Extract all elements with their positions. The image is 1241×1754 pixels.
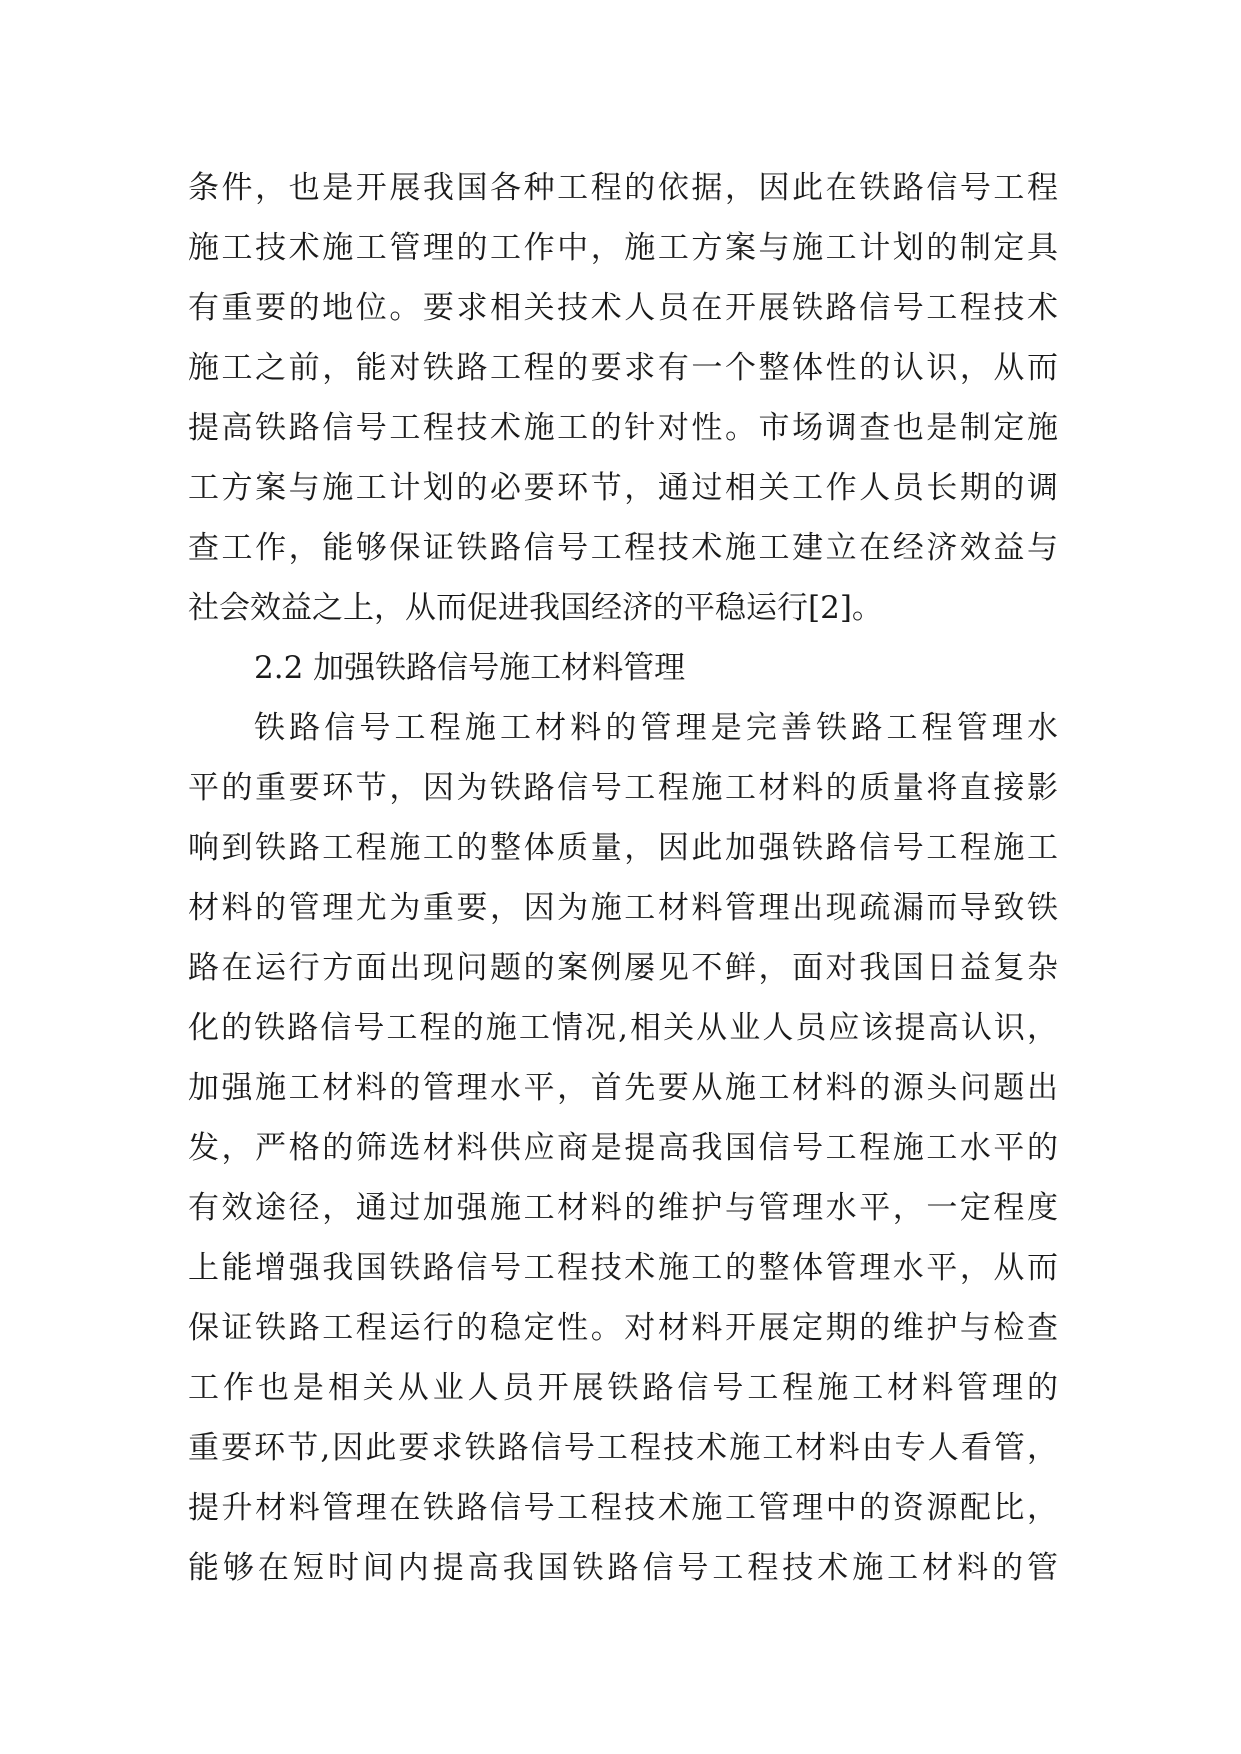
- paragraph-line: 有效途径，通过加强施工材料的维护与管理水平，一定程度: [188, 1190, 1058, 1226]
- paragraph-2: [188, 698, 1058, 1598]
- paragraph-line: 工方案与施工计划的必要环节，通过相关工作人员长期的调: [188, 470, 1058, 506]
- paragraph-line: 有重要的地位。要求相关技术人员在开展铁路信号工程技术: [188, 290, 1058, 326]
- body-text: [188, 158, 1058, 1598]
- paragraph-line: 保证铁路工程运行的稳定性。对材料开展定期的维护与检查: [188, 1310, 1058, 1346]
- paragraph-line: 材料的管理尤为重要，因为施工材料管理出现疏漏而导致铁: [188, 890, 1058, 926]
- paragraph-line: 查工作，能够保证铁路信号工程技术施工建立在经济效益与: [188, 530, 1058, 566]
- paragraph-line: 响到铁路工程施工的整体质量，因此加强铁路信号工程施工: [188, 830, 1058, 866]
- paragraph-line: 发，严格的筛选材料供应商是提高我国信号工程施工水平的: [188, 1130, 1058, 1166]
- paragraph-line: 路在运行方面出现问题的案例屡见不鲜，面对我国日益复杂: [188, 950, 1058, 986]
- paragraph-line: 铁路信号工程施工材料的管理是完善铁路工程管理水: [254, 710, 1058, 746]
- paragraph-line: 工作也是相关从业人员开展铁路信号工程施工材料管理的: [188, 1370, 1058, 1406]
- paragraph-line: 施工之前，能对铁路工程的要求有一个整体性的认识，从而: [188, 350, 1058, 386]
- section-heading: 2.2 加强铁路信号施工材料管理: [254, 650, 686, 686]
- paragraph-line: 加强施工材料的管理水平，首先要从施工材料的源头问题出: [188, 1070, 1058, 1106]
- paragraph-line: 提高铁路信号工程技术施工的针对性。市场调查也是制定施: [188, 410, 1058, 446]
- paragraph-line: 化的铁路信号工程的施工情况,相关从业人员应该提高认识，: [188, 1010, 1058, 1046]
- paragraph-line: 施工技术施工管理的工作中，施工方案与施工计划的制定具: [188, 230, 1058, 266]
- paragraph-line: 重要环节,因此要求铁路信号工程技术施工材料由专人看管，: [188, 1430, 1058, 1466]
- paragraph-line: 社会效益之上，从而促进我国经济的平稳运行[2]。: [188, 590, 883, 626]
- paragraph-1: [188, 158, 1058, 638]
- paragraph-line: 上能增强我国铁路信号工程技术施工的整体管理水平，从而: [188, 1250, 1058, 1286]
- paragraph-line: 条件，也是开展我国各种工程的依据，因此在铁路信号工程: [188, 170, 1058, 206]
- paragraph-line: 能够在短时间内提高我国铁路信号工程技术施工材料的管: [188, 1550, 1058, 1586]
- paragraph-line: 提升材料管理在铁路信号工程技术施工管理中的资源配比，: [188, 1490, 1058, 1526]
- paragraph-line: 平的重要环节，因为铁路信号工程施工材料的质量将直接影: [188, 770, 1058, 806]
